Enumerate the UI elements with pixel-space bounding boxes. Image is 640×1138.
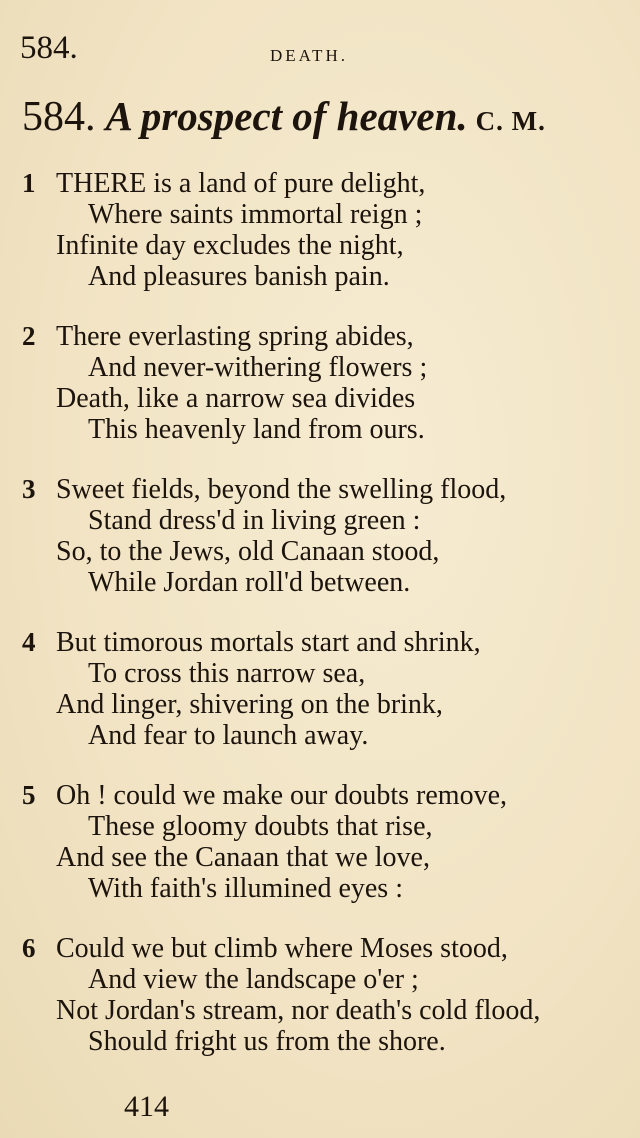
stanza-line: Where saints immortal reign ; — [88, 199, 423, 230]
stanza-number: 3 — [22, 474, 36, 504]
stanza-line: Not Jordan's stream, nor death's cold flood, — [56, 995, 541, 1026]
stanza-line: But timorous mortals start and shrink, — [56, 627, 481, 658]
hymn-number: 584. — [22, 94, 96, 140]
stanza-line: And view the landscape o'er ; — [88, 964, 419, 995]
stanza-line: Sweet fields, beyond the swelling flood, — [56, 474, 507, 505]
stanza-line: And see the Canaan that we love, — [56, 842, 430, 873]
stanza-line: There everlasting spring abides, — [56, 321, 414, 352]
stanza-line: To cross this narrow sea, — [88, 658, 366, 689]
stanza-line: THERE is a land of pure delight, — [56, 168, 426, 199]
stanza-number: 6 — [22, 933, 36, 963]
hymn-heading — [22, 92, 626, 141]
stanza-2 — [22, 321, 632, 445]
stanza-line: So, to the Jews, old Canaan stood, — [56, 536, 440, 567]
stanza-5 — [22, 780, 632, 904]
page-number: 414 — [124, 1090, 169, 1123]
stanza-number: 1 — [22, 168, 36, 198]
stanza-line: Should fright us from the shore. — [88, 1026, 446, 1057]
stanza-line: And linger, shivering on the brink, — [56, 689, 443, 720]
stanza-line: And pleasures banish pain. — [88, 261, 390, 292]
stanza-list — [22, 168, 632, 1086]
stanza-line: While Jordan roll'd between. — [88, 567, 411, 598]
stanza-3 — [22, 474, 632, 598]
stanza-number: 4 — [22, 627, 36, 657]
stanza-line: Oh ! could we make our doubts remove, — [56, 780, 507, 811]
stanza-line: With faith's illumined eyes : — [88, 873, 403, 904]
stanza-line: These gloomy doubts that rise, — [88, 811, 433, 842]
hymn-number-header: 584. — [20, 30, 78, 66]
stanza-number: 2 — [22, 321, 36, 351]
stanza-1 — [22, 168, 632, 292]
stanza-4 — [22, 627, 632, 751]
stanza-line: Death, like a narrow sea divides — [56, 383, 416, 414]
stanza-line: Stand dress'd in living green : — [88, 505, 421, 536]
section-title: DEATH. — [270, 46, 348, 65]
stanza-line: Infinite day excludes the night, — [56, 230, 404, 261]
stanza-line: And never-withering flowers ; — [88, 352, 428, 383]
stanza-number: 5 — [22, 780, 36, 810]
hymn-title: A prospect of heaven. — [105, 93, 468, 139]
hymn-meter: C. M. — [475, 106, 546, 136]
stanza-line: This heavenly land from ours. — [88, 414, 425, 445]
stanza-6 — [22, 933, 632, 1057]
stanza-line: And fear to launch away. — [88, 720, 369, 751]
running-head — [20, 30, 620, 70]
stanza-line: Could we but climb where Moses stood, — [56, 933, 508, 964]
